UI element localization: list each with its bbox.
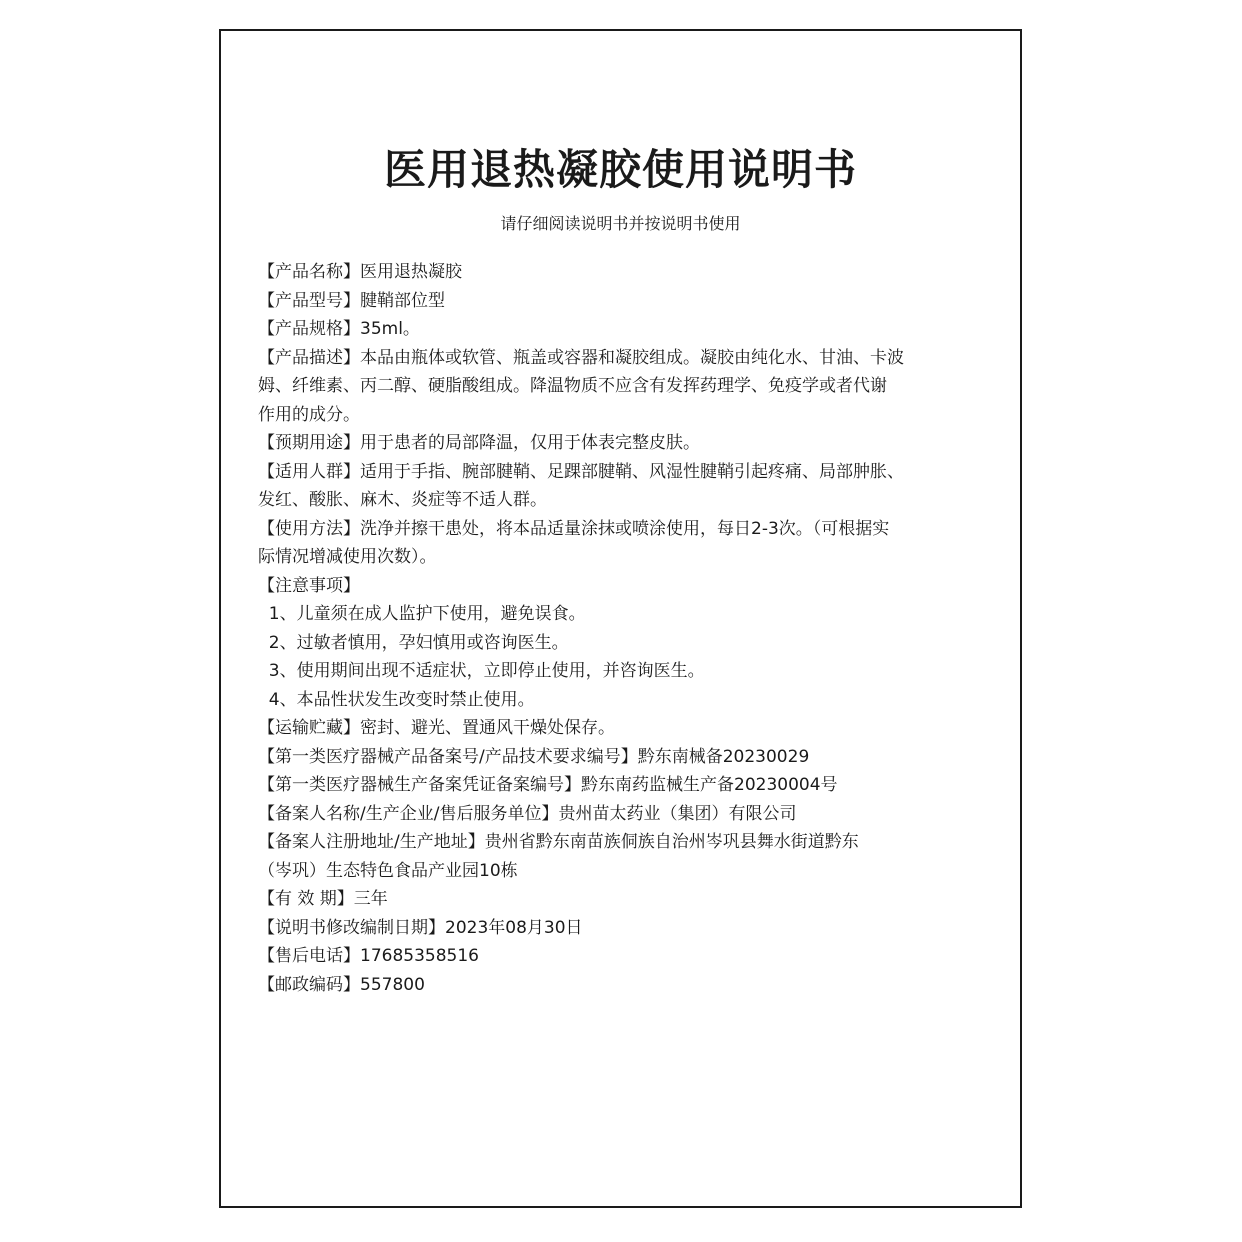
text-line-precaution-2: 2、过敏者慎用，孕妇慎用或咨询医生。: [258, 632, 569, 653]
text-line-address-1: 【备案人注册地址/生产地址】贵州省黔东南苗族侗族自治州岑巩县舞水街道黔东: [258, 832, 859, 852]
text-line-precautions-heading: 【注意事项】: [258, 575, 360, 596]
text-line-registrant: 【备案人名称/生产企业/售后服务单位】贵州苗太药业（集团）有限公司: [258, 803, 797, 824]
text-line-service-phone: 【售后电话】17685358516: [258, 946, 479, 966]
text-line-usage-1: 【使用方法】洗净并擦干患处，将本品适量涂抹或喷涂使用，每日2-3次。（可根据实: [258, 518, 890, 539]
text-line-precaution-4: 4、本品性状发生改变时禁止使用。: [258, 689, 535, 710]
instruction-sheet: [219, 29, 1022, 1208]
text-line-usage-2: 际情况增减使用次数）。: [258, 547, 437, 567]
text-line-revision-date: 【说明书修改编制日期】2023年08月30日: [258, 917, 583, 938]
text-line-validity: 【有 效 期】三年: [258, 889, 388, 909]
text-line-precaution-1: 1、儿童须在成人监护下使用，避免误食。: [258, 604, 586, 624]
text-line-production-filing: 【第一类医疗器械生产备案凭证备案编号】黔东南药监械生产备20230004号: [258, 775, 838, 795]
document-body: [258, 258, 988, 999]
text-line-product-spec: 【产品规格】35ml。: [258, 319, 420, 339]
text-line-description-2: 姆、纤维素、丙二醇、硬脂酸组成。降温物质不应含有发挥药理学、免疫学或者代谢: [258, 376, 887, 396]
text-line-description-1: 【产品描述】本品由瓶体或软管、瓶盖或容器和凝胶组成。凝胶由纯化水、甘油、卡波: [258, 347, 904, 368]
document-title: 医用退热凝胶使用说明书: [383, 145, 857, 194]
text-line-precaution-3: 3、使用期间出现不适症状，立即停止使用，并咨询医生。: [258, 661, 705, 681]
text-line-filing-number: 【第一类医疗器械产品备案号/产品技术要求编号】黔东南械备20230029: [258, 746, 810, 767]
text-line-storage: 【运输贮藏】密封、避光、置通风干燥处保存。: [258, 718, 615, 738]
text-line-address-2: （岑巩）生态特色食品产业园10栋: [258, 860, 518, 881]
text-line-product-model: 【产品型号】腱鞘部位型: [258, 290, 445, 311]
text-line-intended-use: 【预期用途】用于患者的局部降温，仅用于体表完整皮肤。: [258, 433, 700, 453]
text-line-product-name: 【产品名称】医用退热凝胶: [258, 262, 462, 282]
document-subtitle: 请仔细阅读说明书并按说明书使用: [500, 214, 741, 233]
text-line-target-users-2: 发红、酸胀、麻木、炎症等不适人群。: [258, 490, 547, 510]
text-line-target-users-1: 【适用人群】适用于手指、腕部腱鞘、足踝部腱鞘、风湿性腱鞘引起疼痛、局部肿胀、: [258, 461, 904, 482]
text-line-description-3: 作用的成分。: [258, 404, 360, 425]
text-line-postal-code: 【邮政编码】557800: [258, 974, 425, 995]
